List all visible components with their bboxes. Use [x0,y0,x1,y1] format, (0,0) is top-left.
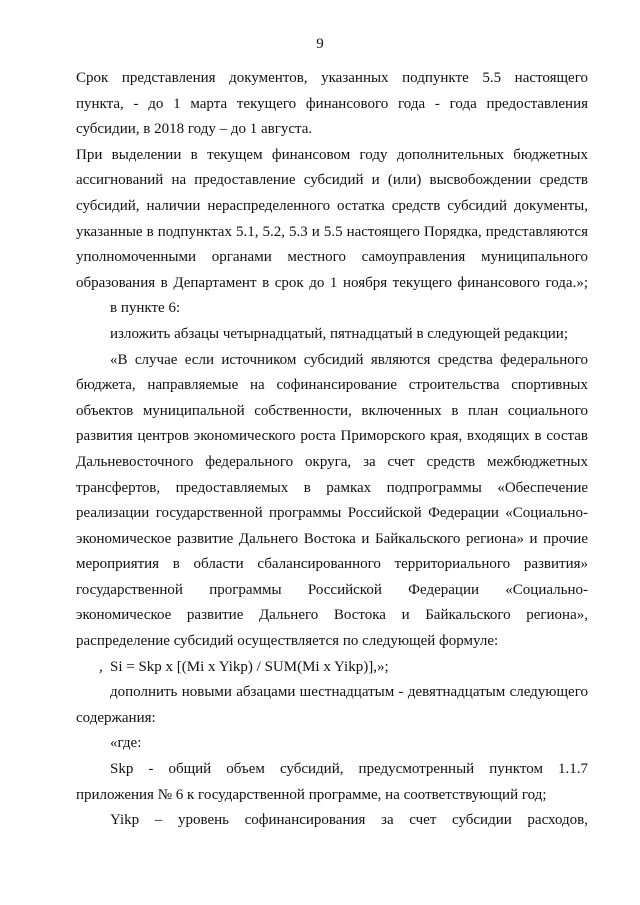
text-line: «где: [110,735,142,752]
text-line: в пункте 6: [110,300,181,317]
text-line: Срок представления документов, указанных подпункте 5.5 настоящего [76,70,588,86]
text-line: пункта, - до 1 марта текущего финансового года - года предоставления [76,95,588,112]
text-line: изложить абзацы четырнадцатый, пятнадцатый в следующей редакции; [110,325,568,342]
text-line: указанные в подпунктах 5.1, 5.2, 5.3 и 5.5 настоящего Порядка, представляются [76,223,588,240]
text-line: государственной программы Российской Федерации «Социально- [76,581,588,598]
text-line: мероприятия в области сбалансированного территориального развития» [76,556,588,573]
text-line: субсидии, в 2018 году – до 1 августа. [76,121,313,138]
page-number: 9 [316,36,324,52]
text-line: реализации государственной программы Российской Федерации «Социально- [76,505,588,522]
formula-line: , Si = Skp x [(Mi x Yikp) / SUM(Mi x Yikp)],»; [99,658,389,675]
text-line: При выделении в текущем финансовом году дополнительных бюджетных [76,146,588,163]
text-line: «В случае если источником субсидий являются средства федерального [110,351,588,368]
text-line: субсидий, наличии нераспределенного остатка средств субсидий документы, [76,197,588,214]
text-line: дополнить новыми абзацами шестнадцатым - девятнадцатым следующего [110,684,588,701]
text-line: уполномоченными органами местного самоуправления муниципального [76,249,588,266]
text-line: образования в Департамент в срок до 1 ноября текущего финансового года.»; [76,274,588,291]
text-line: объектов муниципальной собственности, включенных в план социального [76,402,588,419]
formula-text: Si = Skp x [(Mi x Yikp) / SUM(Mi x Yikp)],»; [110,658,389,675]
text-line: содержания: [76,709,156,726]
text-line: Skp - общий объем субсидий, предусмотренный пунктом 1.1.7 [110,761,588,778]
text-line: трансфертов, предоставляемых в рамках подпрограммы «Обеспечение [76,479,588,496]
text-line: развития центров экономического роста Приморского края, входящих в состав [76,428,588,445]
text-line: экономическое развитие Дальнего Востока и Байкальского региона», [76,607,588,624]
text-line: ассигнований на предоставление субсидий и (или) высвобождении средств [76,172,588,189]
text-line: распределение субсидий осуществляется по следующей формуле: [76,633,499,650]
text-line: бюджета, направляемые на софинансирование строительства спортивных [76,377,588,394]
text-line: приложения № 6 к государственной программе, на соответствующий год; [76,786,547,803]
text-line: Дальневосточного федерального округа, за счет средств межбюджетных [76,453,588,470]
text-line: Yikp – уровень софинансирования за счет субсидии расходов, [110,812,588,829]
text-line: экономическое развитие Дальнего Востока и Байкальского региона» и прочие [76,530,588,547]
document-body [76,66,588,834]
